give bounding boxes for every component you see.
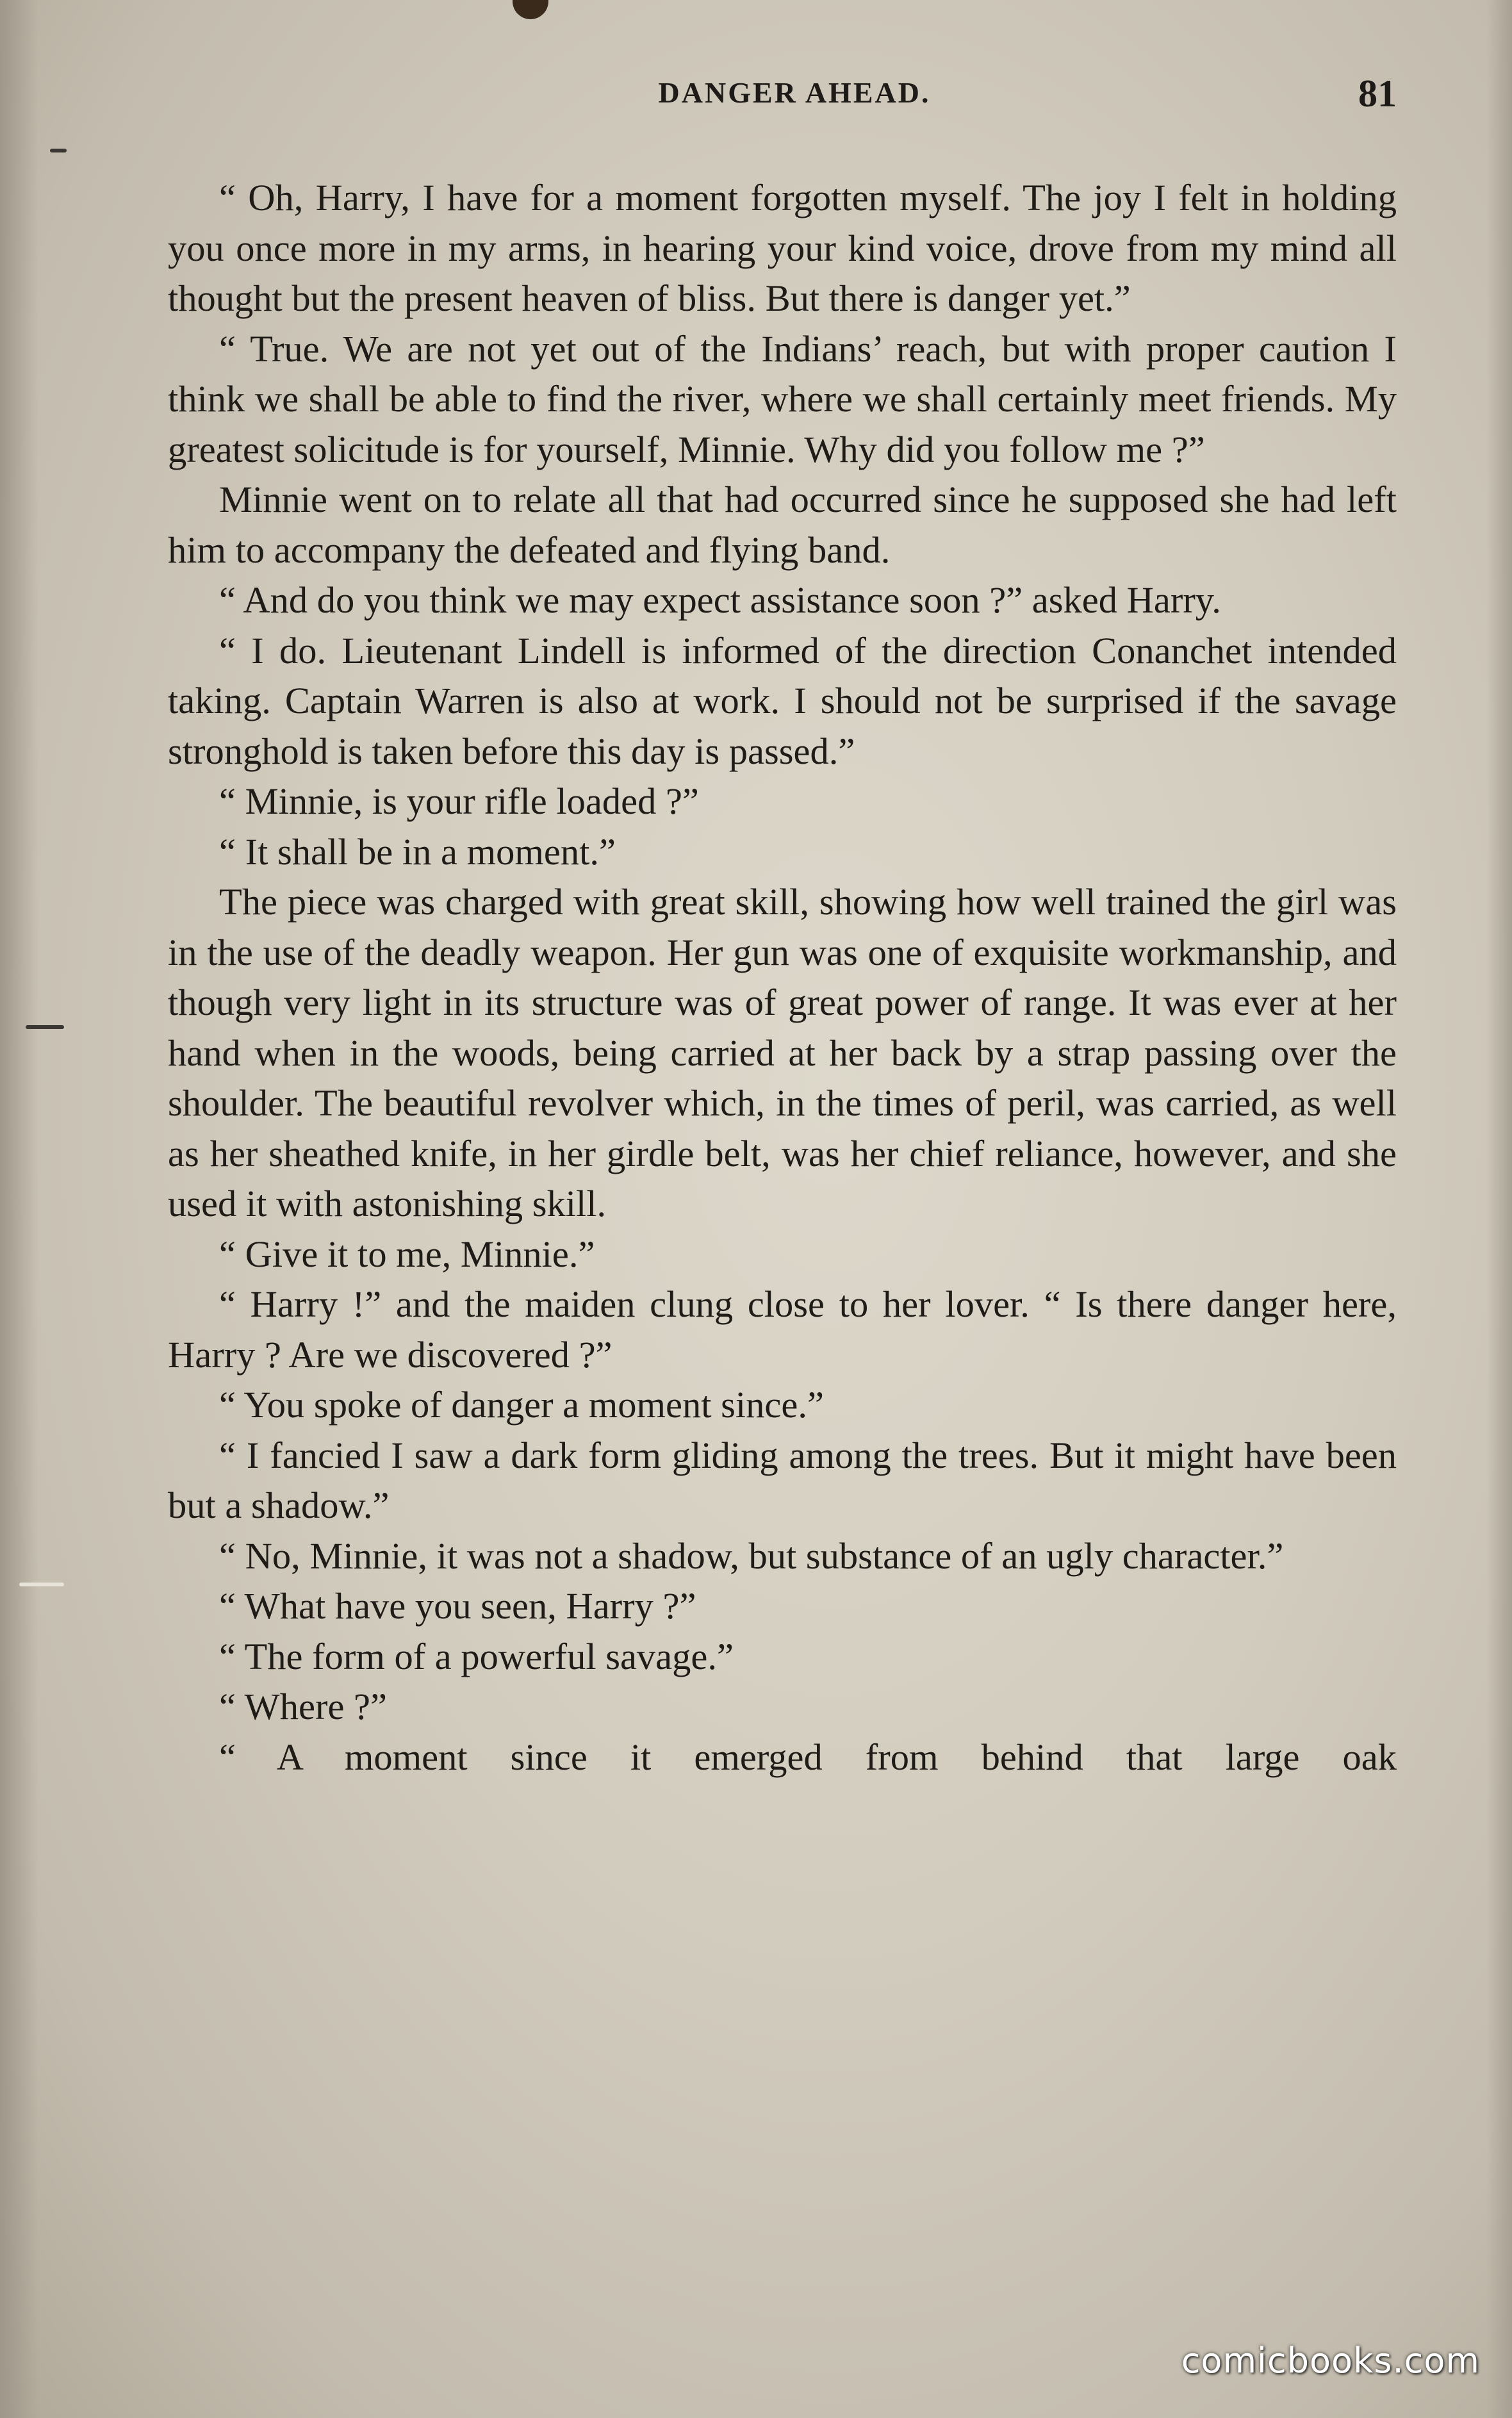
paragraph: “ Harry !” and the maiden clung close to her lover. “ Is there danger here, Harry ? Are we discovered ?”	[168, 1283, 1397, 1376]
paragraph: The piece was charged with great skill, showing how well trained the girl was in the use of the deadly weapon. Her gun was one of exquisite workmanship, and though very light in its structure was of great power of range. It was ever at her hand when in the woods, being carried at her back by a strap passing over the shoulder. The beautiful revolver which, in the times of peril, was carried, as well as her sheathed knife, in her girdle belt, was her chief reliance, however, and she used it with astonishing skill.	[168, 881, 1397, 1224]
paragraph: “ It shall be in a moment.”	[219, 830, 616, 873]
paragraph: “ Give it to me, Minnie.”	[219, 1233, 595, 1275]
paragraph: “ Where ?”	[219, 1686, 387, 1727]
paragraph: “ I fancied I saw a dark form gliding among the trees. But it might have been but a shadow.”	[168, 1434, 1397, 1526]
page-shadow-right	[1486, 0, 1512, 2418]
paragraph: “ True. We are not yet out of the Indians’ reach, but with proper caution I think we shall be able to find the river, where we shall certainly meet friends. My greatest solicitude is for yourself, Minnie. Why did you follow me ?”	[168, 327, 1397, 470]
paragraph: “ The form of a powerful savage.”	[219, 1635, 734, 1677]
body-text	[168, 173, 1397, 1782]
paragraph: “ You spoke of danger a moment since.”	[219, 1384, 824, 1426]
paragraph: “ A moment since it emerged from behind that large oak	[219, 1736, 1397, 1778]
paragraph: “ What have you seen, Harry ?”	[219, 1585, 696, 1627]
paragraph: “ No, Minnie, it was not a shadow, but substance of an ugly character.”	[219, 1534, 1284, 1577]
running-head: DANGER AHEAD.	[658, 76, 931, 109]
margin-mark	[26, 1025, 64, 1029]
paragraph: “ Oh, Harry, I have for a moment forgotten myself. The joy I felt in holding you once more in my arms, in hearing your kind voice, drove from my mind all thought but the present heaven of bliss. But there is danger yet.”	[168, 177, 1397, 319]
page-header	[167, 72, 1397, 133]
margin-mark	[50, 149, 67, 152]
paragraph: “ And do you think we may expect assistance soon ?” asked Harry.	[219, 579, 1221, 621]
page-shadow-left	[0, 0, 38, 2418]
paragraph: “ I do. Lieutenant Lindell is informed of the direction Conanchet intended taking. Captain Warren is also at work. I should not be surprised if the savage stronghold is taken before this day is passed.”	[168, 629, 1397, 772]
watermark: comicbooks.com	[1181, 2340, 1480, 2381]
margin-mark	[19, 1583, 64, 1586]
paragraph: Minnie went on to relate all that had occurred since he supposed she had left him to accompany the defeated and flying band.	[168, 479, 1397, 571]
paragraph: “ Minnie, is your rifle loaded ?”	[219, 780, 699, 822]
page-number: 81	[1358, 72, 1397, 115]
ink-blot	[513, 0, 548, 19]
